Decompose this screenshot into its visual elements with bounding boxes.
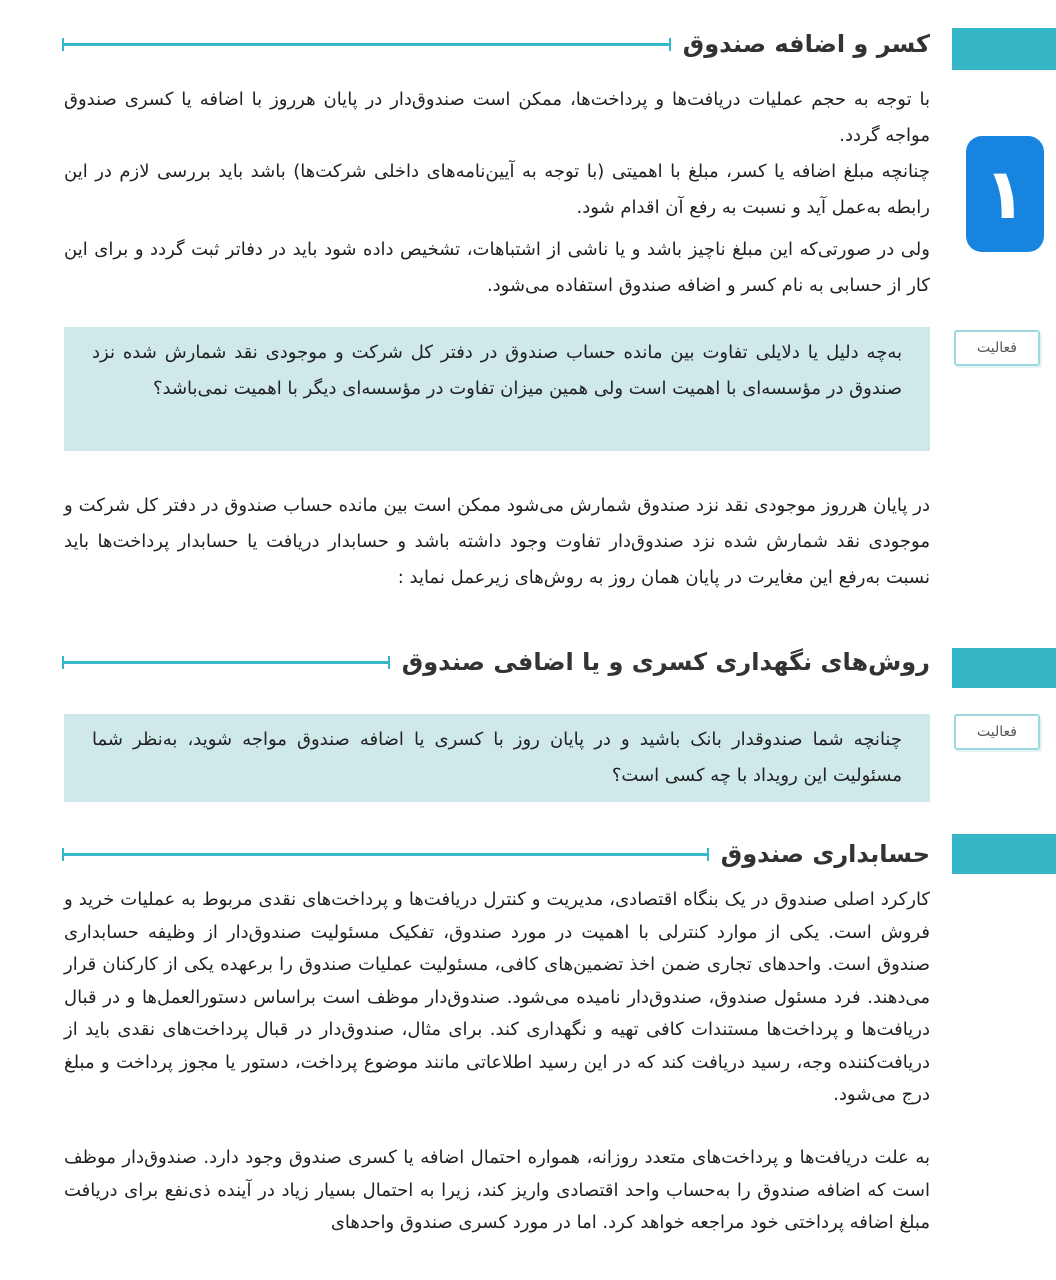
paragraph: کارکرد اصلی صندوق در یک بنگاه اقتصادی، مدیریت و کنترل دریافت‌ها و پرداخت‌های نقدی مربوط به عملیات خرید و فروش است. یکی از موارد کنترلی با اهمیت در مورد صندوق، تفکیک مسئولیت صندوق‌دار از وظیفه حسابداری صندوق است. واحدهای تجاری ضمن اخذ تضمین‌های کافی، مسئولیت عملیات صندوق را برعهده یکی از کارکنان قرار می‌دهند. فرد مسئول صندوق، صندوق‌دار نامیده می‌شود. صندوق‌دار موظف است براساس دستورالعمل‌ها و در قبال دریافت‌ها و پرداخت‌ها مستندات کافی تهیه و نگهداری کند. برای مثال، صندوق‌دار در قبال پرداخت‌های نقدی باید از دریافت‌کننده وجه، رسید دریافت کند که در این رسید اطلاعاتی مانند موضوع پرداخت، دستور یا مجوز پرداخت و مبلغ درج می‌شود. — [64, 889, 930, 1105]
section-heading — [62, 642, 930, 682]
section-title: کسر و اضافه صندوق — [682, 30, 930, 58]
section-tab-marker — [952, 648, 1056, 688]
section-rule — [62, 43, 671, 46]
paragraph: در پایان هرروز موجودی نقد نزد صندوق شمارش می‌شود ممکن است بین مانده حساب صندوق در دفتر کل شرکت و موجودی نقد شمارش شده نزد صندوق‌دار تفاوت وجود داشته باشد و حسابدار دریافت یا حسابدار پرداخت‌ها باید نسبت به‌رفع این مغایرت در پایان همان روز به روش‌های زیرعمل نماید : — [64, 495, 930, 588]
paragraph: با توجه به حجم عملیات دریافت‌ها و پرداخت‌ها، ممکن است صندوق‌دار در پایان هرروز با اضافه یا کسری صندوق مواجه گردد. — [64, 89, 930, 146]
chapter-number-badge: ۱ — [966, 136, 1044, 252]
activity-label: فعالیت — [954, 714, 1040, 750]
section-rule — [62, 661, 390, 664]
section-heading — [62, 834, 930, 874]
section-title: روش‌های نگهداری کسری و یا اضافی صندوق — [401, 648, 930, 676]
paragraph: چنانچه مبلغ اضافه یا کسر، مبلغ با اهمیتی (با توجه به آیین‌نامه‌های داخلی شرکت‌ها) باشد باید بررسی لازم در این رابطه به‌عمل آید و نسبت به رفع آن اقدام شود. — [64, 161, 930, 218]
paragraph: به علت دریافت‌ها و پرداخت‌های متعدد روزانه، همواره احتمال اضافه یا کسری صندوق وجود دارد. صندوق‌دار موظف است که اضافه صندوق را به‌حساب واحد اقتصادی واریز کند، زیرا به احتمال بسیار زیاد در آینده ذی‌نفع برای دریافت مبلغ اضافه پرداختی خود مراجعه خواهد کرد. اما در مورد کسری صندوق واحدهای — [64, 1147, 930, 1233]
activity-question: به‌چه دلیل یا دلایلی تفاوت بین مانده حساب صندوق در دفتر کل شرکت و موجودی نقد شمارش شده نزد صندوق در مؤسسه‌ای با اهمیت است ولی همین میزان تفاوت در مؤسسه‌ای دیگر با اهمیت نمی‌باشد؟ — [64, 327, 930, 451]
activity-label: فعالیت — [954, 330, 1040, 366]
activity-question: چنانچه شما صندوقدار بانک باشید و در پایان روز با کسری یا اضافه صندوق مواجه شوید، به‌نظر شما مسئولیت این رویداد با چه کسی است؟ — [64, 714, 930, 802]
paragraph: ولی در صورتی‌که این مبلغ ناچیز باشد و یا ناشی از اشتباهات، تشخیص داده شود باید در دفاتر ثبت گردد و برای این کار از حسابی به نام کسر و اضافه صندوق استفاده می‌شود. — [64, 239, 930, 296]
section-tab-marker — [952, 28, 1056, 70]
section-title: حسابداری صندوق — [720, 840, 930, 868]
section-heading — [62, 24, 930, 64]
section-rule — [62, 853, 709, 856]
section-tab-marker — [952, 834, 1056, 874]
